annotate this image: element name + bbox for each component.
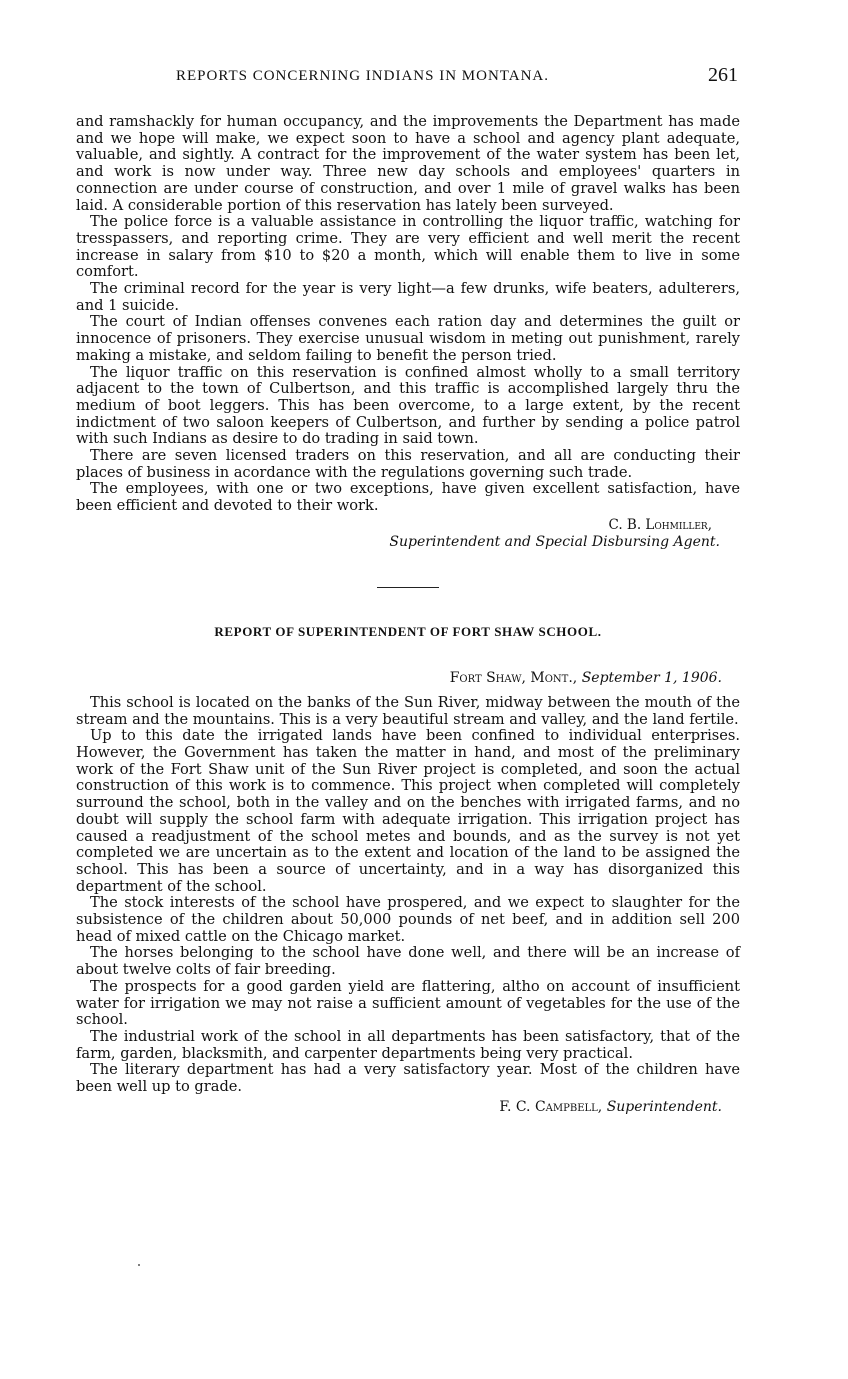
paragraph: There are seven licensed traders on this reservation, and all are conducting their places of business in acordance with the regulations governing such trade. xyxy=(76,447,740,481)
paragraph: and ramshackly for human occupancy, and the improvements the Department has made and we hope will make, we expect soon to have a school and agency plant adequate, valuable, and sightly. A contract for the improvement of the water system has been let, and work is now under way. Three new day schools and employees' quarters in connection are under course of construction, and over 1 mile of gravel walks has been laid. A considerable portion of this reservation has lately been surveyed. xyxy=(76,113,740,214)
paragraph: The liquor traffic on this reservation is confined almost wholly to a small territory adjacent to the town of Culbertson, and this traffic is accomplished largely thru the medium of boot leggers. This has been overcome, to a large extent, by the recent indictment of two saloon keepers of Culbertson, and further by sending a police patrol with such Indians as desire to do trading in said town. xyxy=(76,363,740,448)
signature xyxy=(76,1099,722,1116)
signature-name: C. B. Lohmiller, xyxy=(608,516,712,533)
signature-title: Superintendent. xyxy=(606,1098,722,1115)
page-number: 261 xyxy=(708,64,738,86)
dateline xyxy=(76,670,722,687)
paragraph: This school is located on the banks of the Sun River, midway between the mouth of the stream and the mountains. This is a very beautiful stream and valley, and the land fertile. xyxy=(76,693,740,728)
dateline-place: Fort Shaw, Mont., xyxy=(449,669,578,686)
agency-report-body xyxy=(76,114,740,515)
paragraph: The industrial work of the school in all departments has been satisfactory, that of the farm, garden, blacksmith, and carpenter departments being very practical. xyxy=(76,1027,740,1062)
school-report-body xyxy=(76,695,740,1096)
paragraph: The stock interests of the school have prospered, and we expect to slaughter for the subsistence of the children about 50,000 pounds of net beef, and in addition sell 200 head of mixed cattle on the Chicago market. xyxy=(76,894,740,945)
dateline-date: September 1, 1906. xyxy=(581,669,722,686)
running-head: REPORTS CONCERNING INDIANS IN MONTANA. xyxy=(176,68,549,84)
section-divider xyxy=(377,587,439,588)
paragraph: The police force is a valuable assistance in controlling the liquor traffic, watching for tresspassers, and reporting crime. They are very efficient and well merit the recent increase in salary from $10 to $20 a month, which will enable them to live in some comfort. xyxy=(76,213,740,281)
signature-name: F. C. Campbell, xyxy=(499,1098,603,1115)
paragraph: The employees, with one or two exceptions, have given excellent satisfaction, have been efficient and devoted to their work. xyxy=(76,480,740,515)
paragraph: The court of Indian offenses convenes each ration day and determines the guilt or innocence of prisoners. They exercise unusual wisdom in meting out punishment, rarely making a mistake, and seldom failing to benefit the person tried. xyxy=(76,313,740,364)
signature-title: Superintendent and Special Disbursing Agent. xyxy=(389,533,720,550)
section-title: REPORT OF SUPERINTENDENT OF FORT SHAW SCHOOL. xyxy=(214,623,602,639)
document-page xyxy=(76,66,740,1116)
paragraph: The horses belonging to the school have done well, and there will be an increase of about twelve colts of fair breeding. xyxy=(76,944,740,979)
print-speck xyxy=(138,1264,140,1266)
paragraph: The prospects for a good garden yield are flattering, altho on account of insufficient water for irrigation we may not raise a sufficient amount of vegetables for the use of the school. xyxy=(76,977,740,1029)
paragraph: The literary department has had a very satisfactory year. Most of the children have been well up to grade. xyxy=(76,1061,740,1096)
paragraph: Up to this date the irrigated lands have been confined to individual enterprises. However, the Government has taken the matter in hand, and most of the preliminary work of the Fort Shaw unit of the Sun River project is completed, and soon the actual construction of this work is to commence. This project when completed will completely surround the school, both in the valley and on the benches with irrigated farms, and no doubt will supply the school farm with adequate irrigation. This irrigation project has caused a readjustment of the school metes and bounds, and as the survey is not yet completed we are uncertain as to the extent and location of the land to be assigned the school. This has been a source of uncertainty, and in a way has disorganized this department of the school. xyxy=(76,727,740,895)
page-header xyxy=(76,66,740,92)
paragraph: The criminal record for the year is very light—a few drunks, wife beaters, adulterers, and 1 suicide. xyxy=(76,280,740,314)
